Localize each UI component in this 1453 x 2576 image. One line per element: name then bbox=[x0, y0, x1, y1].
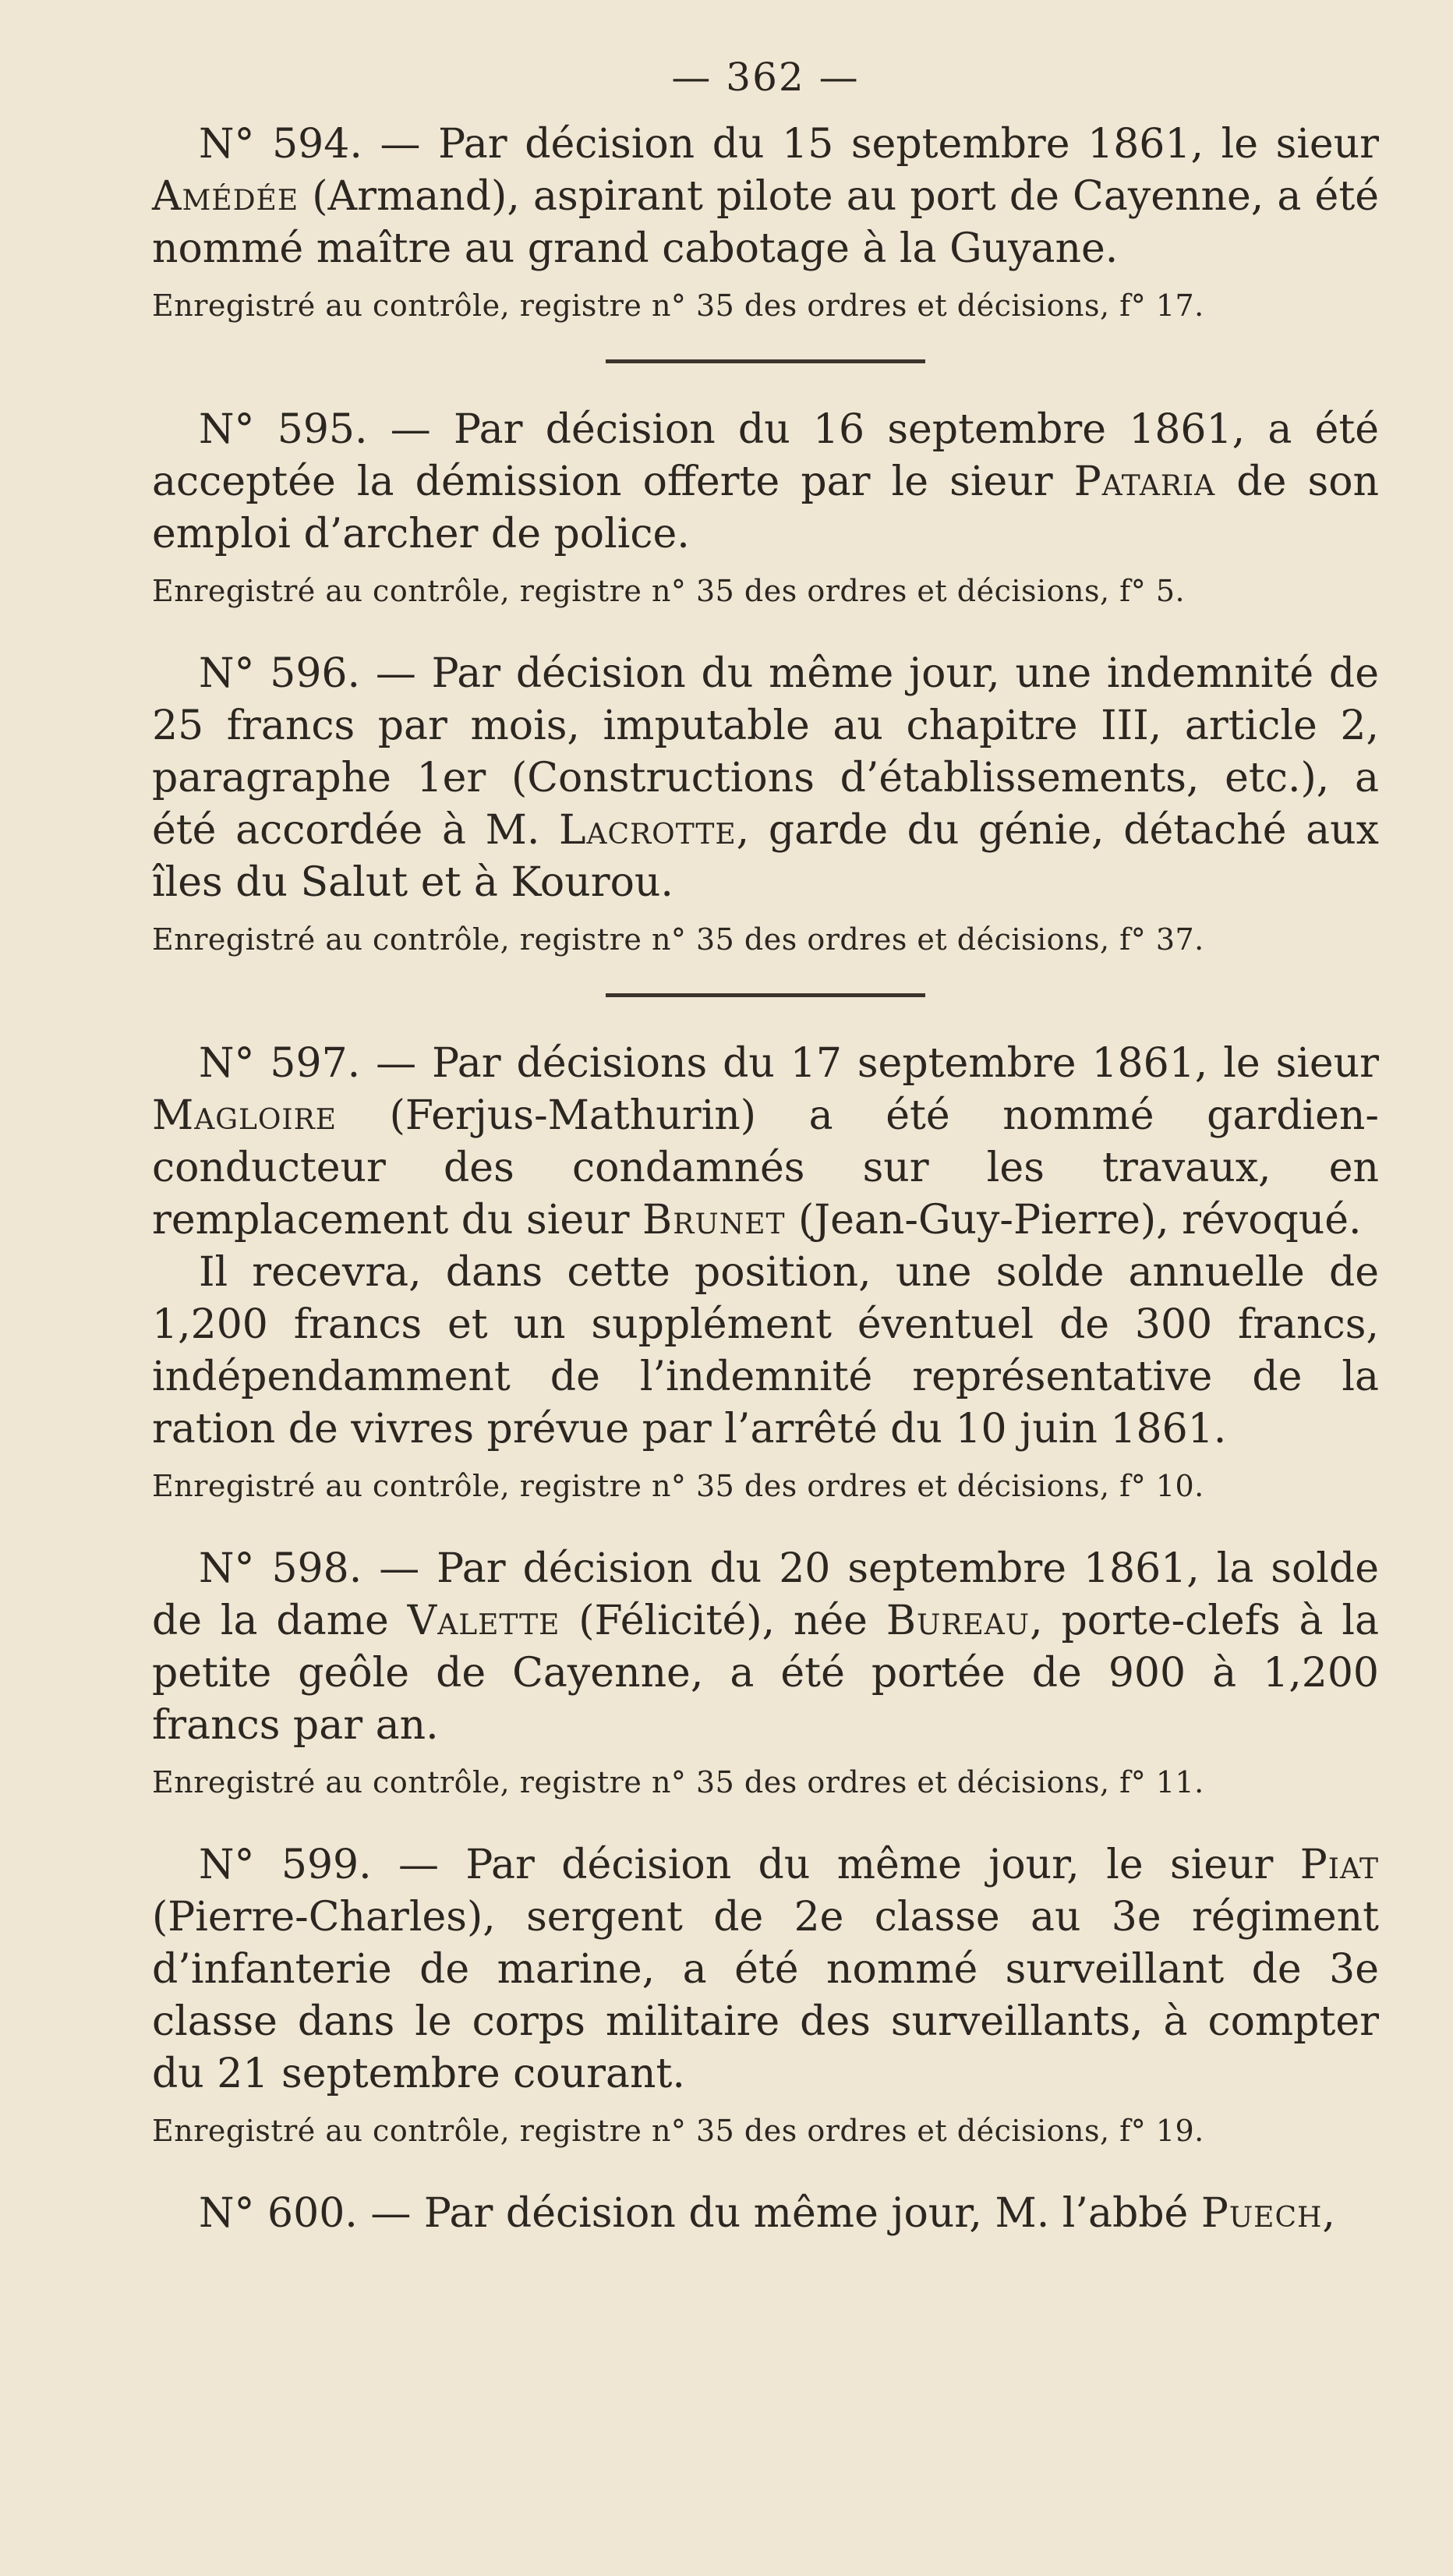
entry-598 bbox=[152, 1543, 1379, 1802]
person-name: Pataria bbox=[1073, 458, 1216, 505]
entry-599 bbox=[152, 1839, 1379, 2150]
entry-gap bbox=[152, 1506, 1379, 1543]
page-number: — 362 — bbox=[671, 55, 860, 100]
person-name: Puech, bbox=[1200, 2190, 1336, 2237]
entry-594 bbox=[152, 119, 1379, 325]
entry-text: N° 597. — Par décisions du 17 septembre 1861, le sieur Magloire (Ferjus-Mathurin) a été nommé gardien-conducteur des condamnés sur les travaux, en remplacement du sieur Brunet (Jean-Guy-Pierre), révoqué. bbox=[152, 1040, 1380, 1244]
registry-note: Enregistré au contrôle, registre n° 35 des ordres et décisions, f° 10. bbox=[152, 1469, 1204, 1503]
entry-597 bbox=[152, 1038, 1379, 1506]
person-name: Amédée bbox=[152, 173, 299, 220]
person-name: Brunet bbox=[642, 1197, 786, 1244]
entry-text: N° 595. — Par décision du 16 septembre 1861, a été acceptée la démission offerte par le sieur Pataria de son emploi d’archer de police. bbox=[152, 406, 1380, 557]
entry-number: N° 594. bbox=[199, 121, 362, 168]
separator-rule bbox=[606, 359, 925, 363]
entry-text: N° 599. — Par décision du même jour, le sieur Piat (Pierre-Charles), sergent de 2e classe au 3e régiment d’infanterie de marine, a été nommé surveillant de 3e classe dans le corps militaire des surveillants, à compter du 21 septembre courant. bbox=[152, 1842, 1380, 2097]
entry-gap bbox=[152, 1802, 1379, 1839]
entry-gap bbox=[152, 610, 1379, 648]
entry-number: N° 600. bbox=[199, 2190, 358, 2237]
entry-number: N° 596. bbox=[199, 650, 361, 697]
registry-note: Enregistré au contrôle, registre n° 35 des ordres et décisions, f° 19. bbox=[152, 2114, 1204, 2148]
entry-gap bbox=[152, 2150, 1379, 2188]
separator-rule bbox=[606, 993, 925, 997]
entry-number: N° 595. bbox=[199, 406, 368, 453]
person-name: Piat bbox=[1299, 1842, 1380, 1888]
entry-text: N° 598. — Par décision du 20 septembre 1861, la solde de la dame Valette (Félicité), née Bureau, porte-clefs à la petite geôle de Cayenne, a été portée de 900 à 1,200 francs par an. bbox=[152, 1545, 1379, 1749]
entry-number: N° 599. bbox=[199, 1842, 372, 1888]
registry-note: Enregistré au contrôle, registre n° 35 des ordres et décisions, f° 11. bbox=[152, 1765, 1204, 1799]
registry-note: Enregistré au contrôle, registre n° 35 des ordres et décisions, f° 17. bbox=[152, 288, 1204, 323]
person-name: Lacrotte bbox=[559, 807, 737, 854]
registry-note: Enregistré au contrôle, registre n° 35 des ordres et décisions, f° 5. bbox=[152, 574, 1186, 608]
person-name: Valette bbox=[407, 1598, 560, 1644]
entry-continuation: Il recevra, dans cette position, une solde annuelle de 1,200 francs et un supplément éventuel de 300 francs, indépendamment de l’indemnité représentative de la ration de vivres prévue par l’arrêté du 10 juin 1861. bbox=[152, 1249, 1379, 1453]
person-name: Bureau bbox=[886, 1598, 1031, 1644]
entry-text: N° 596. — Par décision du même jour, une indemnité de 25 francs par mois, imputable au chapitre III, article 2, paragraphe 1er (Constructions d’établissements, etc.), a été accordée à M. Lacrotte, garde du génie, détaché aux îles du Salut et à Kourou. bbox=[152, 650, 1379, 906]
entry-text: N° 594. — Par décision du 15 septembre 1861, le sieur Amédée (Armand), aspirant pilote au port de Cayenne, a été nommé maître au grand cabotage à la Guyane. bbox=[152, 121, 1380, 272]
entry-number: N° 597. bbox=[199, 1040, 361, 1087]
entry-596 bbox=[152, 648, 1379, 959]
person-name: Magloire bbox=[152, 1092, 338, 1139]
registry-note: Enregistré au contrôle, registre n° 35 des ordres et décisions, f° 37. bbox=[152, 922, 1204, 957]
entry-text: N° 600. — Par décision du même jour, M. l’abbé Puech, bbox=[199, 2190, 1336, 2237]
entry-595 bbox=[152, 404, 1379, 610]
entry-number: N° 598. bbox=[199, 1545, 362, 1592]
entry-600 bbox=[152, 2188, 1379, 2240]
